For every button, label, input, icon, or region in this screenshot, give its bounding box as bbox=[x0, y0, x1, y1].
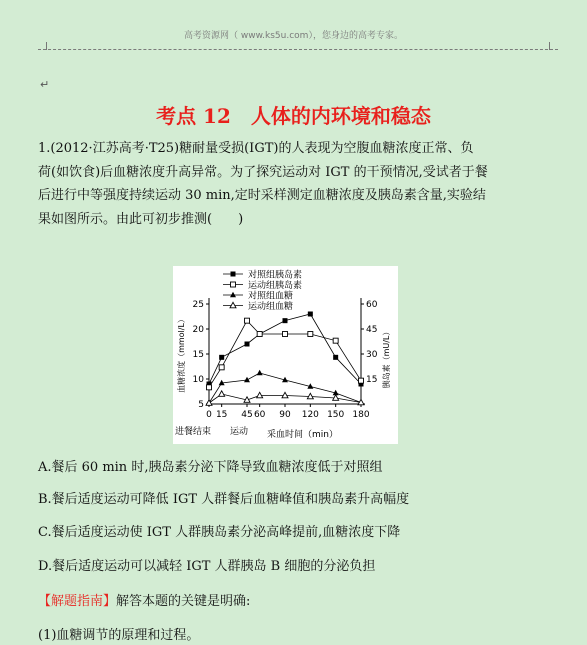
header-divider bbox=[38, 49, 558, 50]
y-tick-label-left: 15 bbox=[192, 350, 204, 360]
x-tick-label: 120 bbox=[301, 410, 319, 420]
data-point bbox=[244, 377, 250, 383]
x-tick-label: 0 bbox=[206, 410, 212, 420]
y-tick-label-left: 20 bbox=[192, 325, 204, 335]
data-point bbox=[282, 392, 288, 398]
question-line: 1.(2012·江苏高考·T25)糖耐量受损(IGT)的人表现为空腹血糖浓度正常、负 bbox=[38, 141, 474, 156]
x-tick-label: 150 bbox=[327, 410, 345, 420]
y-tick-label-right: 60 bbox=[366, 300, 378, 310]
legend-marker bbox=[230, 292, 236, 298]
legend-marker bbox=[231, 272, 236, 277]
y-tick-label-left: 10 bbox=[192, 375, 204, 385]
y-axis-title-right: 胰岛素（mU/L） bbox=[382, 327, 391, 389]
y-tick-label-left: 25 bbox=[192, 300, 204, 310]
data-point bbox=[257, 392, 263, 398]
question-line: 果如图所示。由此可初步推测( ) bbox=[38, 211, 244, 227]
x-tick-label: 45 bbox=[241, 410, 253, 420]
option-c: C.餐后适度运动使 IGT 人群胰岛素分泌高峰提前,血糖浓度下降 bbox=[38, 525, 401, 540]
question-line: 后进行中等强度持续运动 30 min,定时采样测定血糖浓度及胰岛素含量,实验结 bbox=[38, 188, 486, 203]
x-axis-title: 采血时间（min） bbox=[267, 430, 338, 440]
data-point bbox=[245, 342, 250, 347]
x-tick-label: 180 bbox=[352, 410, 370, 420]
data-point bbox=[283, 318, 288, 323]
legend-label: 对照组血糖 bbox=[248, 291, 294, 302]
data-point bbox=[207, 385, 212, 390]
guide-text: 解答本题的关键是明确: bbox=[116, 594, 251, 609]
data-point bbox=[219, 391, 225, 397]
x-annotation-exercise: 运动 bbox=[230, 427, 249, 437]
y-tick-label-right: 45 bbox=[366, 325, 378, 335]
y-tick-label-left: 5 bbox=[198, 400, 204, 410]
page-header: 高考资源网（ www.ks5u.com），您身边的高考专家。 bbox=[184, 31, 403, 41]
data-point bbox=[283, 332, 288, 337]
legend-marker bbox=[230, 302, 236, 308]
data-point bbox=[245, 318, 250, 323]
chart-svg bbox=[173, 266, 398, 444]
x-tick-label: 15 bbox=[215, 410, 228, 420]
x-tick-label: 90 bbox=[279, 410, 291, 420]
section-title: 考点 12 人体的内环境和稳态 bbox=[156, 104, 431, 128]
result-chart bbox=[173, 266, 398, 444]
data-point bbox=[206, 400, 212, 406]
data-point bbox=[308, 312, 313, 317]
guide-line bbox=[38, 590, 250, 609]
x-annotation-meal-end: 进餐结束 bbox=[175, 427, 212, 437]
y-axis-title-left: 血糖浓度（mmol/L） bbox=[177, 315, 186, 393]
question-line: 荷(如饮食)后血糖浓度升高异常。为了探究运动对 IGT 的干预情况,受试者于餐 bbox=[38, 164, 488, 180]
y-tick-label-right: 15 bbox=[366, 375, 378, 385]
x-tick-label: 60 bbox=[253, 410, 266, 420]
data-point bbox=[308, 332, 313, 337]
guide-tag: 【解题指南】 bbox=[38, 594, 117, 609]
legend-label: 运动组胰岛素 bbox=[248, 281, 303, 291]
data-point bbox=[219, 365, 224, 370]
data-point bbox=[333, 338, 338, 343]
legend-marker bbox=[231, 282, 236, 287]
point-1: (1)血糖调节的原理和过程。 bbox=[38, 628, 200, 643]
paragraph-mark: ↵ bbox=[40, 78, 50, 91]
data-point bbox=[219, 355, 224, 360]
legend-label: 运动组血糖 bbox=[248, 302, 294, 312]
option-d: D.餐后适度运动可以减轻 IGT 人群胰岛 B 细胞的分泌负担 bbox=[38, 559, 376, 574]
legend-label: 对照组胰岛素 bbox=[248, 270, 303, 281]
question-text bbox=[38, 137, 558, 231]
data-point bbox=[333, 355, 338, 360]
data-point bbox=[257, 332, 262, 337]
y-tick-label-right: 30 bbox=[366, 350, 378, 360]
option-b: B.餐后适度运动可降低 IGT 人群餐后血糖峰值和胰岛素升高幅度 bbox=[38, 492, 410, 507]
data-point bbox=[359, 378, 364, 383]
option-a: A.餐后 60 min 时,胰岛素分泌下降导致血糖浓度低于对照组 bbox=[38, 460, 383, 475]
data-point bbox=[257, 370, 263, 376]
